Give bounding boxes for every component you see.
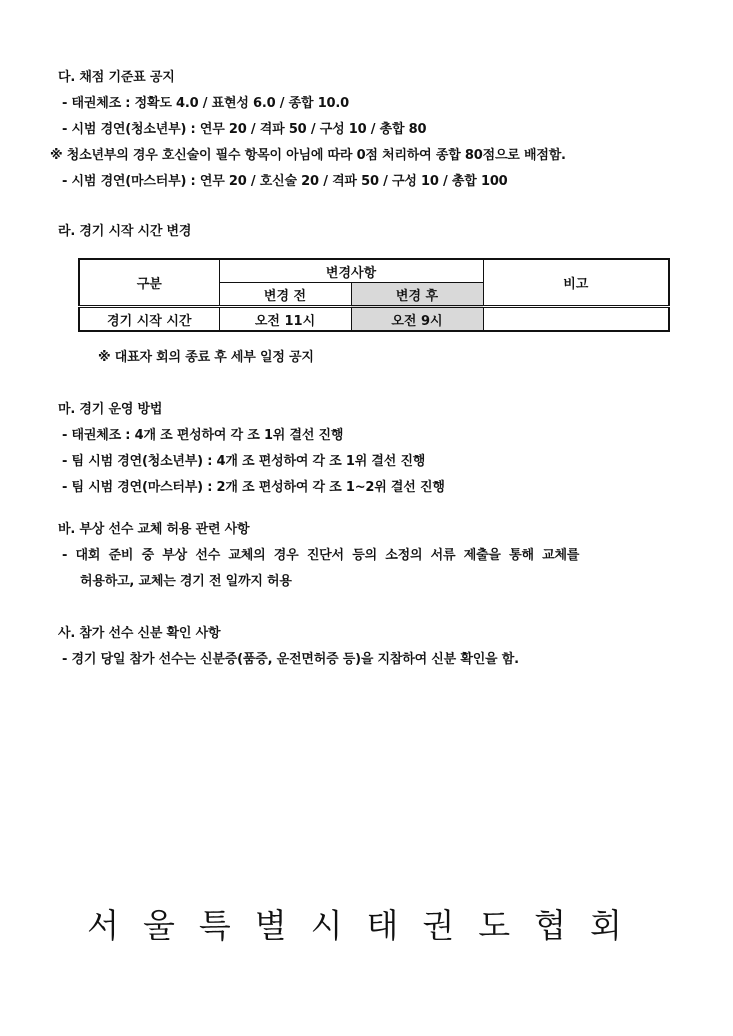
header-before: 변경 전: [219, 283, 351, 307]
organization-name: 서울특별시태권도협회: [87, 906, 646, 945]
start-time-change-table: [78, 258, 670, 332]
operation-line-youth-team: - 팀 시범 경연(청소년부) : 4개 조 편성하여 각 조 1위 결선 진행: [62, 454, 426, 469]
header-category: 구분: [79, 259, 219, 307]
section-ma-heading: 마. 경기 운영 방법: [58, 402, 163, 417]
schedule-note: ※ 대표자 회의 종료 후 세부 일정 공지: [98, 350, 314, 365]
scoring-line-youth-demo: - 시범 경연(청소년부) : 연무 20 / 격파 50 / 구성 10 / 총합 80: [62, 122, 427, 137]
substitution-line-1: - 대회 준비 중 부상 선수 교체의 경우 진단서 등의 소정의 서류 제출을 통해 교체를: [62, 548, 580, 563]
cell-remarks: [483, 307, 669, 332]
identity-check-line: - 경기 당일 참가 선수는 신분증(품증, 운전면허증 등)을 지참하여 신분 확인을 함.: [62, 652, 519, 667]
header-changes: 변경사항: [219, 259, 483, 283]
section-da-heading: 다. 채점 기준표 공지: [58, 70, 175, 85]
substitution-line-2: 허용하고, 교체는 경기 전 일까지 허용: [80, 574, 292, 589]
header-remarks: 비고: [483, 259, 669, 307]
section-ra-heading: 라. 경기 시작 시간 변경: [58, 224, 192, 239]
cell-after-time: 오전 9시: [351, 307, 483, 332]
cell-before-time: 오전 11시: [219, 307, 351, 332]
row-label-start-time: 경기 시작 시간: [79, 307, 219, 332]
operation-line-gymnastics: - 태권체조 : 4개 조 편성하여 각 조 1위 결선 진행: [62, 428, 344, 443]
header-after: 변경 후: [351, 283, 483, 307]
operation-line-master-team: - 팀 시범 경연(마스터부) : 2개 조 편성하여 각 조 1~2위 결선 진행: [62, 480, 445, 495]
section-sa-heading: 사. 참가 선수 신분 확인 사항: [58, 626, 221, 641]
section-ba-heading: 바. 부상 선수 교체 허용 관련 사항: [58, 522, 250, 537]
scoring-line-master-demo: - 시범 경연(마스터부) : 연무 20 / 호신술 20 / 격파 50 / 구성 10 / 총합 100: [62, 174, 508, 189]
scoring-line-taekwon-gymnastics: - 태권체조 : 정확도 4.0 / 표현성 6.0 / 종합 10.0: [62, 96, 349, 111]
scoring-note: ※ 청소년부의 경우 호신술이 필수 항목이 아님에 따라 0점 처리하여 종합 80점으로 배점함.: [50, 148, 566, 163]
